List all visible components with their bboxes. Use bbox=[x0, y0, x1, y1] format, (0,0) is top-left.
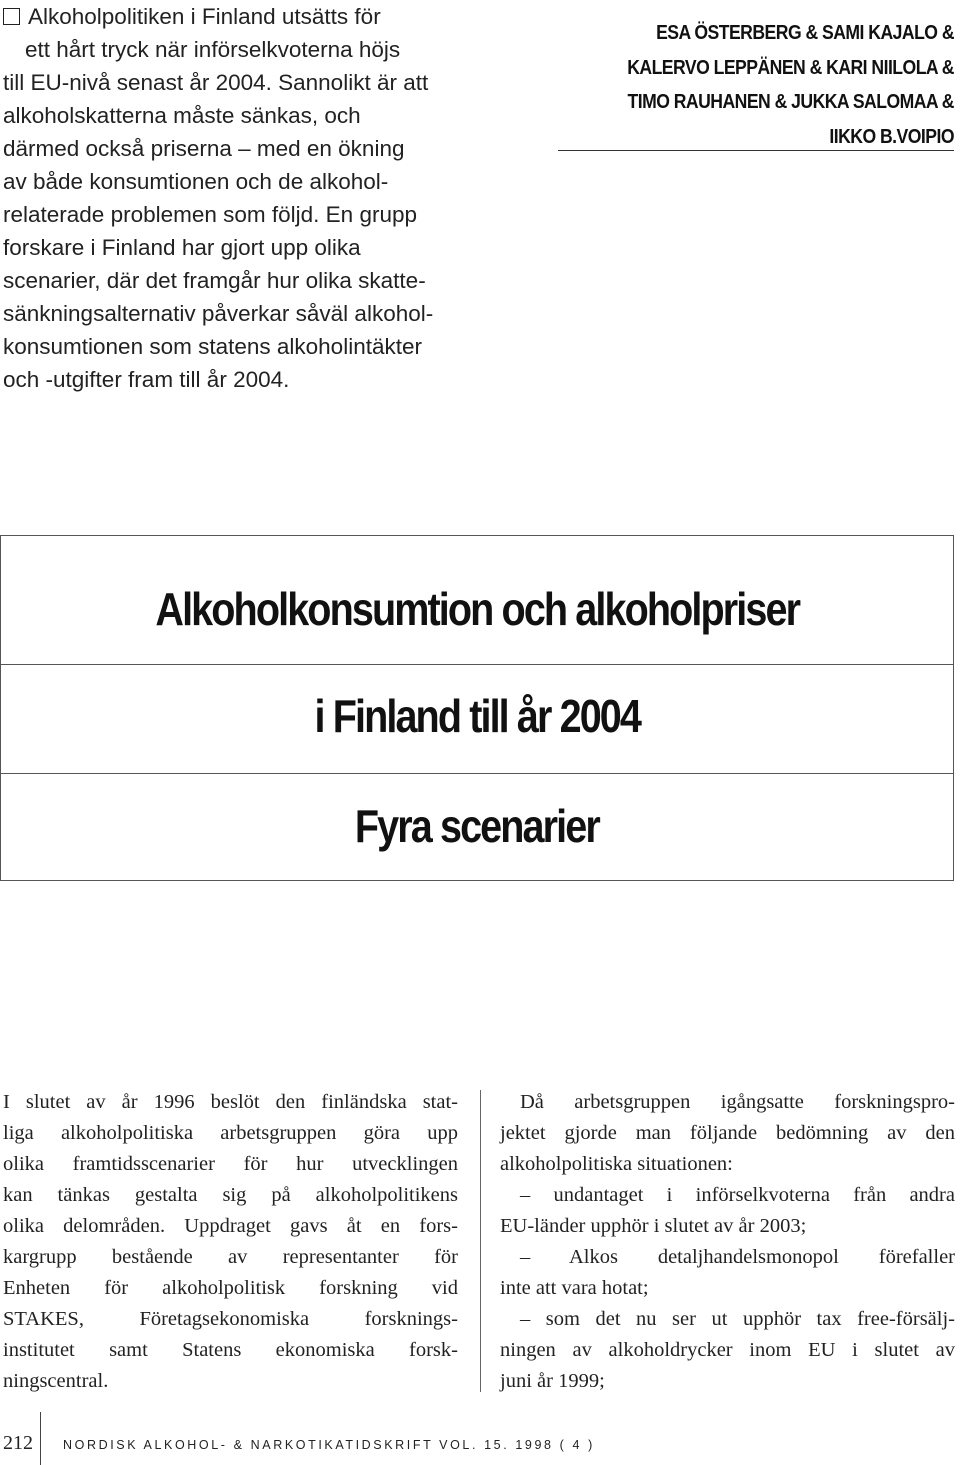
title-divider bbox=[1, 664, 953, 665]
author-list bbox=[584, 16, 954, 154]
body-line: Enheten för alkoholpolitisk forskning vid bbox=[3, 1277, 458, 1299]
body-line: – Alkos detaljhandelsmonopol förefaller bbox=[520, 1246, 955, 1268]
body-column-right bbox=[500, 1087, 955, 1397]
body-line: inte att vara hotat; bbox=[500, 1277, 649, 1299]
body-line: alkoholpolitiska situationen: bbox=[500, 1153, 733, 1175]
body-line: – som det nu ser ut upphör tax free-försälj- bbox=[520, 1308, 955, 1330]
body-line: liga alkoholpolitiska arbetsgruppen göra upp bbox=[3, 1122, 458, 1144]
author-line: TIMO RAUHANEN & JUKKA SALOMAA & bbox=[627, 91, 954, 113]
lead-line: av både konsumtionen och de alkohol- bbox=[3, 169, 389, 194]
body-column-left bbox=[3, 1087, 458, 1397]
journal-name: NORDISK ALKOHOL- & NARKOTIKATIDSKRIFT VOL. 15. 1998 ( 4 ) bbox=[63, 1438, 595, 1452]
body-line: olika delområden. Uppdraget gavs åt en fors- bbox=[3, 1215, 458, 1237]
body-line: ningscentral. bbox=[3, 1370, 109, 1392]
title-divider bbox=[1, 773, 953, 774]
footer-divider bbox=[40, 1412, 41, 1465]
lead-line: ett hårt tryck när införselkvoterna höjs bbox=[25, 37, 401, 62]
body-line: STAKES, Företagsekonomiska forsknings- bbox=[3, 1308, 458, 1330]
body-line: juni år 1999; bbox=[500, 1370, 605, 1392]
lead-paragraph bbox=[3, 0, 523, 396]
title-box bbox=[0, 535, 954, 881]
body-line: kargrupp bestående av representanter för bbox=[3, 1246, 458, 1268]
lead-line: till EU-nivå senast år 2004. Sannolikt är att bbox=[3, 70, 429, 95]
body-line: – undantaget i införselkvoterna från andra bbox=[520, 1184, 955, 1206]
article-subtitle: Fyra scenarier bbox=[354, 800, 600, 852]
lead-line: konsumtionen som statens alkoholintäkter bbox=[3, 334, 422, 359]
lead-line: sänkningsalternativ påverkar såväl alkohol- bbox=[3, 301, 434, 326]
author-line: IIKKO B.VOIPIO bbox=[829, 125, 954, 148]
lead-line: alkoholskatterna måste sänkas, och bbox=[3, 103, 361, 128]
author-divider bbox=[558, 150, 954, 151]
article-title: Alkoholkonsumtion och alkoholpriser bbox=[155, 583, 799, 635]
body-line: institutet samt Statens ekonomiska forsk- bbox=[3, 1339, 458, 1361]
author-line: ESA ÖSTERBERG & SAMI KAJALO & bbox=[656, 22, 954, 44]
square-bullet-icon bbox=[3, 8, 20, 25]
body-line: ningen av alkoholdrycker inom EU i slutet av bbox=[500, 1339, 955, 1361]
body-line: kan tänkas gestalta sig på alkoholpolitikens bbox=[3, 1184, 458, 1206]
lead-line: relaterade problemen som följd. En grupp bbox=[3, 202, 417, 227]
author-line: KALERVO LEPPÄNEN & KARI NIILOLA & bbox=[627, 56, 954, 79]
body-line: olika framtidsscenarier för hur utvecklingen bbox=[3, 1153, 458, 1175]
lead-line: därmed också priserna – med en ökning bbox=[3, 136, 405, 161]
body-line: Då arbetsgruppen igångsatte forskningspro- bbox=[520, 1091, 955, 1113]
lead-line: och -utgifter fram till år 2004. bbox=[3, 367, 290, 392]
article-title-line2: i Finland till år 2004 bbox=[314, 690, 640, 742]
body-line: jektet gjorde man följande bedömning av den bbox=[500, 1122, 955, 1144]
lead-line: scenarier, där det framgår hur olika skatte- bbox=[3, 268, 426, 293]
body-line: EU-länder upphör i slutet av år 2003; bbox=[500, 1215, 807, 1237]
page-number: 212 bbox=[3, 1432, 33, 1454]
body-line: I slutet av år 1996 beslöt den finländska stat- bbox=[3, 1091, 458, 1113]
column-divider bbox=[480, 1090, 481, 1392]
lead-line: Alkoholpolitiken i Finland utsätts för bbox=[3, 0, 523, 33]
lead-line: forskare i Finland har gjort upp olika bbox=[3, 235, 361, 260]
